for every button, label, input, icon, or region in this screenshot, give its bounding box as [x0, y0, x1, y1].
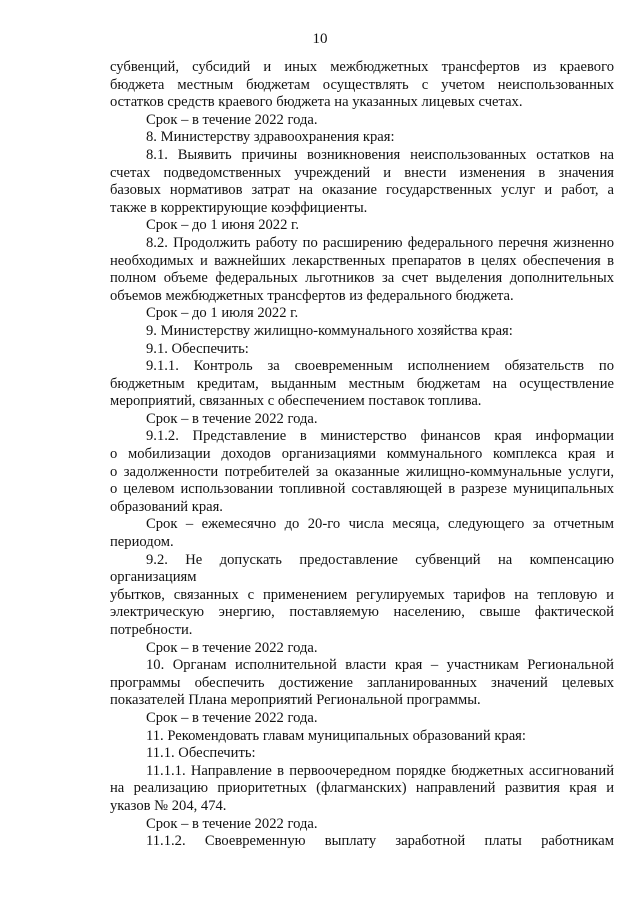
- text-line: 9.1.2. Представление в министерство финансов края информации: [146, 428, 614, 445]
- paragraph: [110, 710, 614, 728]
- text-line: Срок – в течение 2022 года.: [146, 815, 318, 832]
- text-line: 11.1.2. Своевременную выплату заработной платы работникам: [146, 833, 614, 850]
- text-line: бюджетным кредитам, выданным местным бюджетам на осуществление: [110, 375, 614, 392]
- text-line: 11. Рекомендовать главам муниципальных образований края:: [146, 727, 526, 744]
- paragraph: [110, 341, 614, 359]
- paragraph: [110, 305, 614, 323]
- text-line: 9. Министерству жилищно-коммунального хозяйства края:: [146, 322, 513, 339]
- text-line: Срок – до 1 июля 2022 г.: [146, 305, 299, 322]
- text-line: о целевом использовании топливной составляющей в разрезе муниципальных: [110, 481, 614, 498]
- paragraph: [110, 728, 614, 746]
- paragraph: [110, 745, 614, 763]
- text-line: программы обеспечить достижение запланированных значений целевых: [110, 674, 614, 691]
- text-line: Срок – в течение 2022 года.: [146, 111, 318, 128]
- text-line: бюджета местным бюджетам осуществлять с учетом неиспользованных: [110, 76, 614, 93]
- text-line: потребности.: [110, 622, 193, 638]
- text-line: 10. Органам исполнительной власти края – участникам Региональной: [146, 657, 614, 674]
- paragraph: [110, 358, 614, 411]
- text-line: 11.1.1. Направление в первоочередном порядке бюджетных ассигнований: [146, 762, 614, 779]
- text-line: объемов межбюджетных трансфертов из федерального бюджета.: [110, 287, 514, 304]
- paragraph: [110, 657, 614, 710]
- text-line: 11.1. Обеспечить:: [146, 745, 256, 762]
- paragraph: [110, 833, 614, 851]
- text-line: полном объеме федеральных льготников за счет выделения дополнительных: [110, 270, 614, 287]
- paragraph: [110, 112, 614, 130]
- text-line: 9.1. Обеспечить:: [146, 340, 249, 357]
- paragraph: [110, 816, 614, 834]
- text-line: образований края.: [110, 498, 223, 515]
- text-line: счетах подведомственных учреждений и внести изменения в значения: [110, 164, 614, 181]
- paragraph: [110, 552, 614, 640]
- text-line: также в корректирующие коэффициенты.: [110, 199, 368, 216]
- text-line: о задолженности потребителей за оказанные жилищно-коммунальные услуги,: [110, 463, 614, 480]
- paragraph: [110, 428, 614, 516]
- paragraph: [110, 411, 614, 429]
- text-line: Срок – в течение 2022 года.: [146, 410, 318, 427]
- text-line: 9.2. Не допускать предоставление субвенций на компенсацию организациям: [110, 551, 614, 586]
- paragraph: [110, 235, 614, 305]
- text-line: 8. Министерству здравоохранения края:: [146, 129, 395, 146]
- text-line: периодом.: [110, 534, 174, 551]
- text-line: электрическую энергию, поставляемую населению, свыше фактической: [110, 604, 614, 621]
- paragraph: [110, 129, 614, 147]
- text-line: убытков, связанных с применением регулируемых тарифов на тепловую и: [110, 586, 614, 603]
- text-line: Срок – в течение 2022 года.: [146, 709, 318, 726]
- text-line: 9.1.1. Контроль за своевременным исполнением обязательств по: [146, 358, 614, 375]
- paragraph: [110, 59, 614, 112]
- text-line: необходимых и важнейших лекарственных препаратов в целях обеспечения в: [110, 252, 614, 269]
- paragraph: [110, 640, 614, 658]
- paragraph: [110, 763, 614, 816]
- text-line: Срок – ежемесячно до 20-го числа месяца, следующего за отчетным: [146, 516, 614, 533]
- text-line: Срок – до 1 июня 2022 г.: [146, 217, 300, 234]
- text-line: остатков средств краевого бюджета на указанных лицевых счетах.: [110, 94, 523, 111]
- paragraph: [110, 147, 614, 217]
- text-line: 8.1. Выявить причины возникновения неиспользованных остатков на: [146, 146, 614, 163]
- page-number: 10: [312, 31, 328, 47]
- text-line: базовых нормативов затрат на оказание государственных услуг и работ, а: [110, 182, 614, 199]
- paragraph: [110, 323, 614, 341]
- paragraph: [110, 516, 614, 551]
- text-line: указов № 204, 474.: [110, 797, 227, 814]
- text-line: субвенций, субсидий и иных межбюджетных трансфертов из краевого: [110, 59, 614, 75]
- document-body: [110, 59, 614, 851]
- text-line: показателей Плана мероприятий Региональной программы.: [110, 692, 481, 709]
- text-line: о мобилизации доходов организациями коммунального комплекса края и: [110, 446, 614, 463]
- text-line: Срок – в течение 2022 года.: [146, 639, 318, 656]
- paragraph: [110, 217, 614, 235]
- text-line: мероприятий, связанных с обеспечением поставок топлива.: [110, 393, 482, 410]
- text-line: 8.2. Продолжить работу по расширению федерального перечня жизненно: [146, 234, 614, 251]
- text-line: на реализацию приоритетных (флагманских) направлений развития края и: [110, 780, 614, 797]
